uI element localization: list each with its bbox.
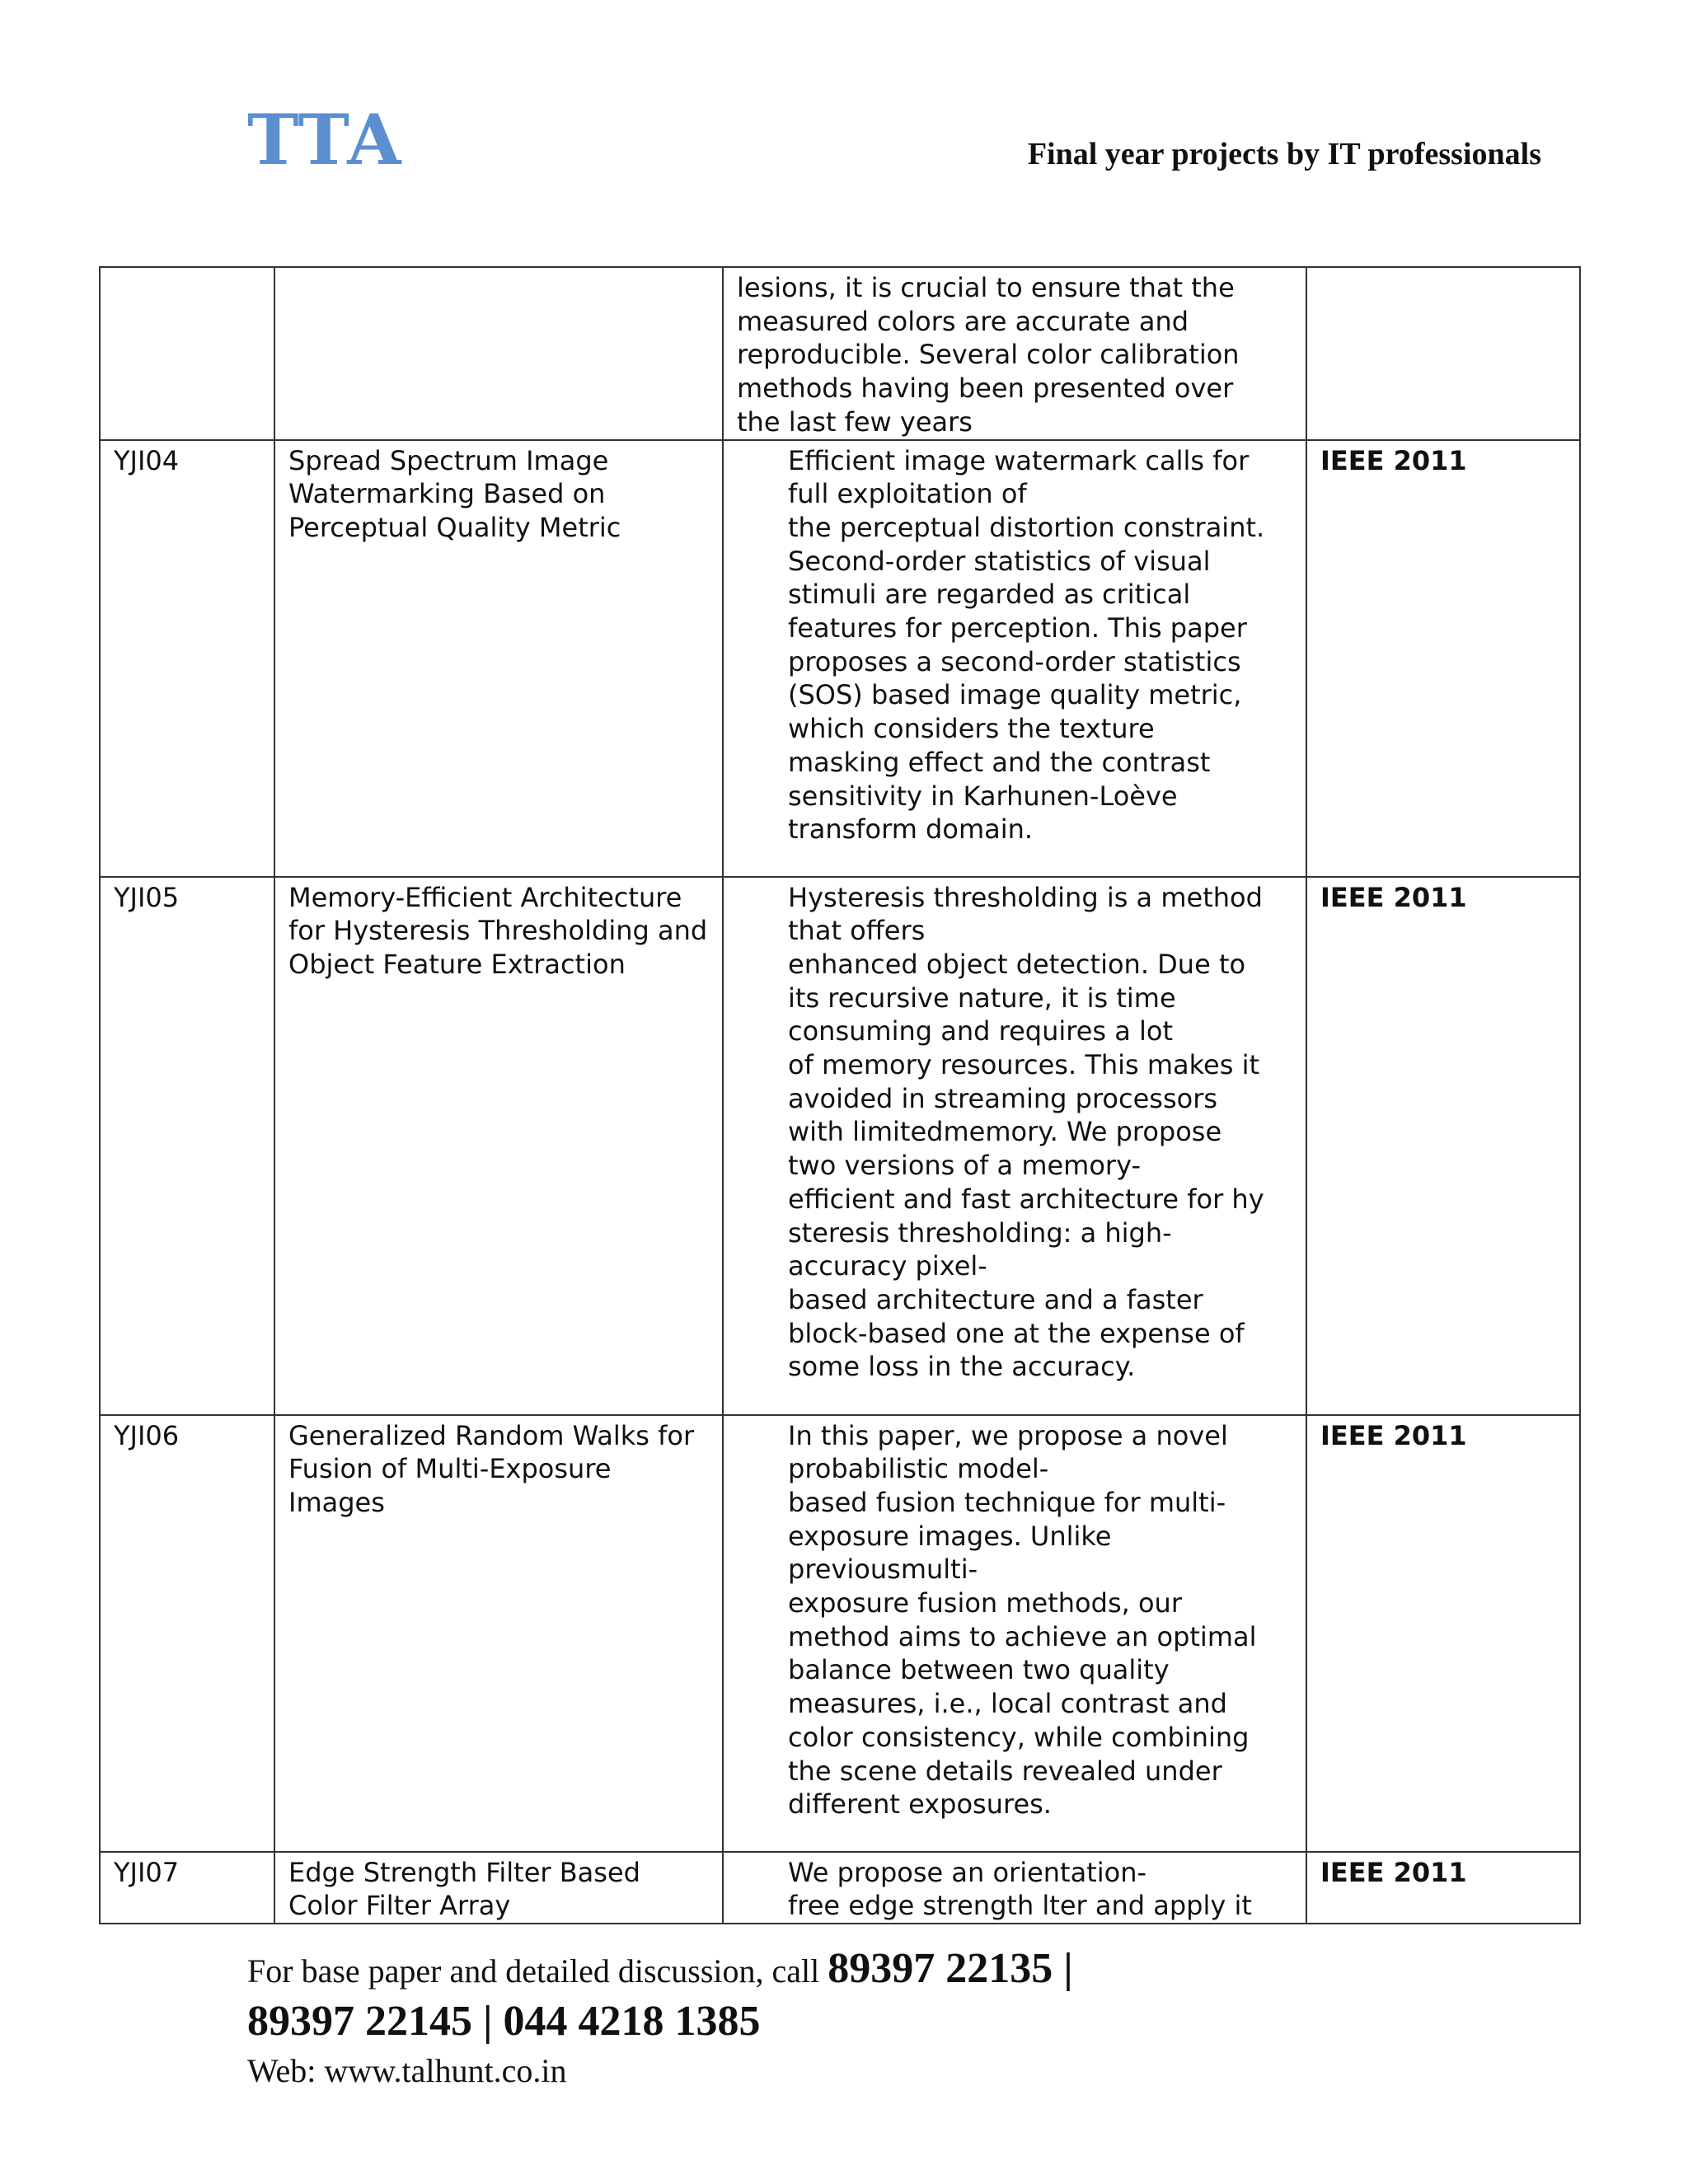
project-description: In this paper, we propose a novel probabilistic model- based fusion technique for multi- exposure images. Unlike previousmulti- exposure fusion methods, our method aims to achieve an optimal balance between two quality measures, i.e., local contrast and color consistency, while combining the scene details revealed under different exposures.: [723, 1415, 1306, 1852]
project-year: IEEE 2011: [1306, 1852, 1580, 1924]
projects-table: [99, 266, 1581, 1924]
footer-website: Web: www.talhunt.co.in: [247, 2052, 567, 2089]
project-id: [100, 267, 274, 440]
table-row: [100, 440, 1580, 877]
project-title: Generalized Random Walks for Fusion of Multi-Exposure Images: [274, 1415, 723, 1852]
project-title: Edge Strength Filter Based Color Filter Array: [274, 1852, 723, 1924]
project-title: [274, 267, 723, 440]
project-description: Hysteresis thresholding is a method that offers enhanced object detection. Due to its recursive nature, it is time consuming and requires a lot of memory resources. This makes it avoided in streaming processors with limitedmemory. We propose two versions of a memory- efficient and fast architecture for hy steresis thresholding: a high- accuracy pixel- based architecture and a faster block-based one at the expense of some loss in the accuracy.: [723, 877, 1306, 1415]
project-year: [1306, 267, 1580, 440]
footer-phone-1: 89397 22135 |: [828, 1945, 1073, 1992]
project-id: YJI04: [100, 440, 274, 877]
table-row: [100, 877, 1580, 1415]
footer-line-1: [247, 1945, 1073, 1995]
footer-call-text: For base paper and detailed discussion, call: [247, 1952, 828, 1990]
table-row: [100, 1852, 1580, 1924]
project-description: lesions, it is crucial to ensure that the measured colors are accurate and reproducible. Several color calibration methods having been presented over the last few years: [723, 267, 1306, 440]
table-row: [100, 1415, 1580, 1852]
project-id: YJI06: [100, 1415, 274, 1852]
project-year: IEEE 2011: [1306, 1415, 1580, 1852]
project-id: YJI07: [100, 1852, 274, 1924]
project-description: Efficient image watermark calls for full exploitation of the perceptual distortion constraint. Second-order statistics of visual stimuli are regarded as critical features for perception. This paper proposes a second-order statistics (SOS) based image quality metric, which considers the texture masking effect and the contrast sensitivity in Karhunen-Loève transform domain.: [723, 440, 1306, 877]
project-id: YJI05: [100, 877, 274, 1415]
project-year: IEEE 2011: [1306, 877, 1580, 1415]
project-title: Spread Spectrum Image Watermarking Based on Perceptual Quality Metric: [274, 440, 723, 877]
header-tagline: Final year projects by IT professionals: [1027, 137, 1541, 171]
logo: TTA: [247, 99, 403, 180]
project-title: Memory-Efficient Architecture for Hysteresis Thresholding and Object Feature Extraction: [274, 877, 723, 1415]
project-description: We propose an orientation- free edge strength lter and apply it: [723, 1852, 1306, 1924]
footer-phones: 89397 22145 | 044 4218 1385: [247, 1998, 761, 2045]
table-row: [100, 267, 1580, 440]
project-year: IEEE 2011: [1306, 440, 1580, 877]
footer-contact: [247, 1945, 1073, 2094]
